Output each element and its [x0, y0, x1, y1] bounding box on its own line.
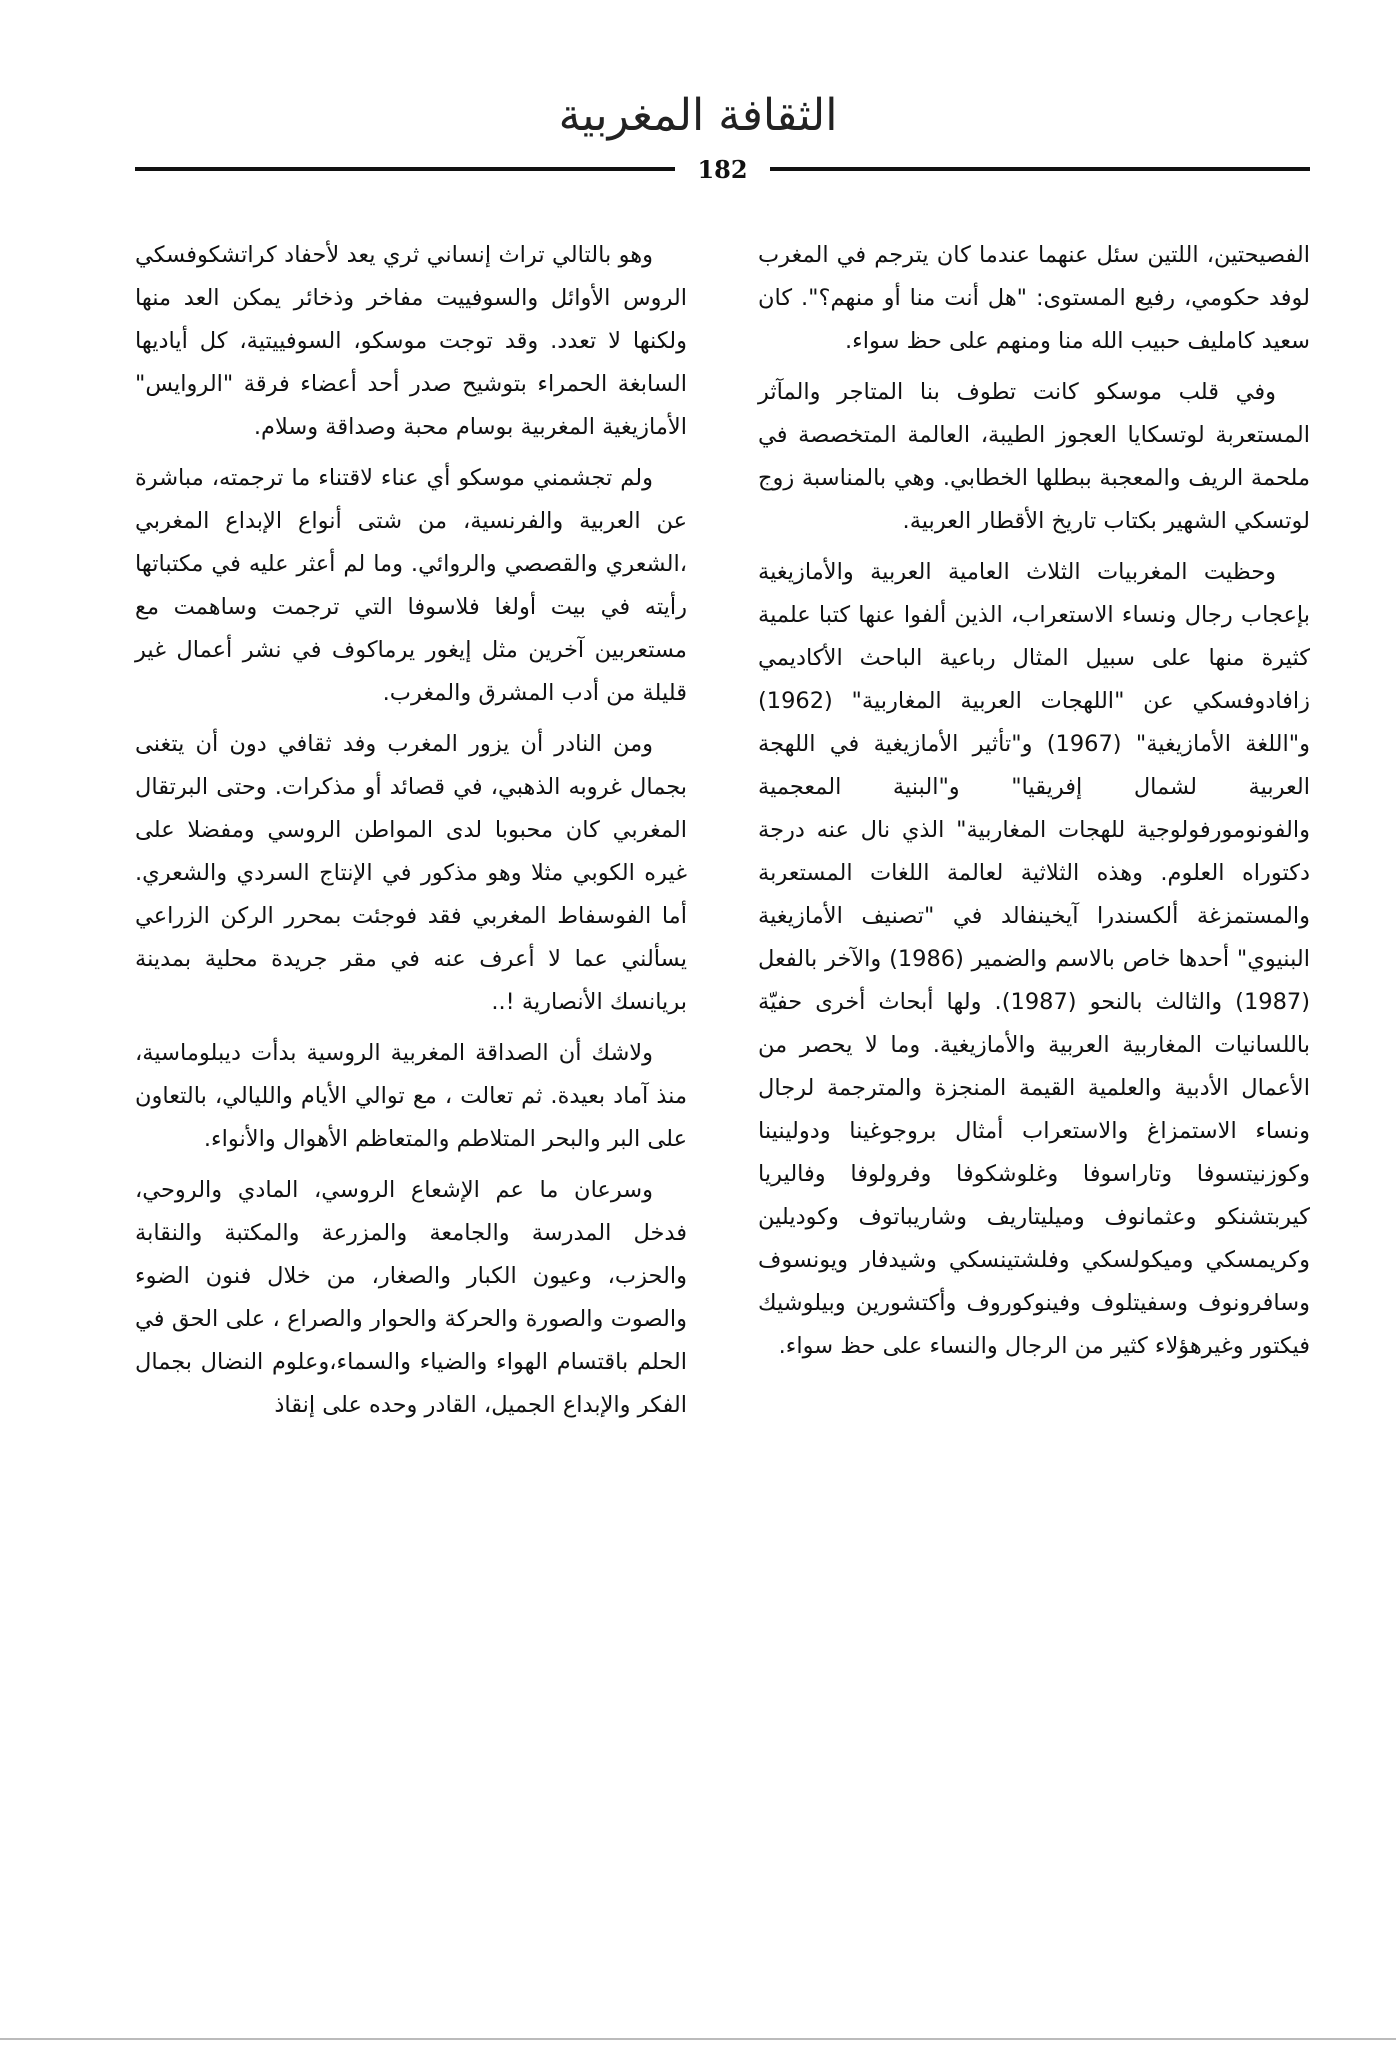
page-bottom-edge: [0, 2038, 1396, 2040]
paragraph: وهو بالتالي تراث إنساني ثري يعد لأحفاد كراتشكوفسكي الروس الأوائل والسوفييت مفاخر وذخائر يمكن العد منها ولكنها لا تعدد. وقد توجت موسكو، السوفييتية، كل أياديها السابغة الحمراء بتوشيح صدر أحد أعضاء فرقة "الروايس" الأمازيغية المغربية بوسام محبة وصداقة وسلام.: [135, 242, 687, 440]
header-rule: [135, 153, 1310, 187]
paragraph: ولم تجشمني موسكو أي عناء لاقتناء ما ترجمته، مباشرة عن العربية والفرنسية، من شتى أنواع الإبداع المغربي ،الشعري والقصصي والروائي. وما لم أعثر عليه في مكتباتها رأيته في بيت أولغا فلاسوفا التي ترجمت وساهمت مع مستعربين آخرين مثل إيغور يرماكوف في نشر أعمال غير قليلة من أدب المشرق والمغرب.: [135, 465, 687, 706]
paragraph: وسرعان ما عم الإشعاع الروسي، المادي والروحي، فدخل المدرسة والجامعة والمزرعة والمكتبة والنقابة والحزب، وعيون الكبار والصغار، من خلال فنون الضوء والصوت والصورة والحركة والحوار والصراع ، على الحق في الحلم باقتسام الهواء والضياء والسماء،وعلوم النضال بجمال الفكر والإبداع الجميل، القادر وحده على إنقاذ: [135, 1177, 687, 1418]
paragraph: ومن النادر أن يزور المغرب وفد ثقافي دون أن يتغنى بجمال غروبه الذهبي، في قصائد أو مذكرات. وحتى البرتقال المغربي كان محبوبا لدى المواطن الروسي ومفضلا على غيره الكوبي مثلا وهو مذكور في الإنتاج السردي والشعري. أما الفوسفاط المغربي فقد فوجئت بمحرر الركن الزراعي يسألني عما لا أعرف عنه في مقر جريدة محلية بمدينة بريانسك الأنصارية !..: [135, 731, 687, 1015]
left-column: [135, 234, 687, 1427]
paragraph: ولاشك أن الصداقة المغربية الروسية بدأت ديبلوماسية، منذ آماد بعيدة. ثم تعالت ، مع توالي الأيام والليالي، بالتعاون على البر والبحر المتلاطم والمتعاظم الأهوال والأنواء.: [135, 1040, 687, 1152]
right-column: [758, 234, 1310, 1368]
paragraph: وحظيت المغربيات الثلاث العامية العربية والأمازيغية بإعجاب رجال ونساء الاستعراب، الذين ألفوا عنها كتبا علمية كثيرة منها على سبيل المثال رباعية الباحث الأكاديمي زافادوفسكي عن "اللهجات العربية المغاربية" (1962) و"اللغة الأمازيغية" (1967) و"تأثير الأمازيغية في اللهجة العربية لشمال إفريقيا" و"البنية المعجمية والفونومورفولوجية للهجات المغاربية" الذي نال عنه درجة دكتوراه العلوم. وهذه الثلاثية لعالمة اللغات المستعربة والمستمزغة ألكسندرا آيخينفالد في "تصنيف الأمازيغية البنيوي" أحدها خاص بالاسم والضمير (1986) والآخر بالفعل (1987) والثالث بالنحو (1987). ولها أبحاث أخرى حفيّة باللسانيات المغاربية العربية والأمازيغية. وما لا يحصر من الأعمال الأدبية والعلمية القيمة المنجزة والمترجمة لرجال ونساء الاستمزاغ والاستعراب أمثال بروجوغينا ودولينينا وكوزنيتسوفا وتاراسوفا وغلوشكوفا وفرولوفا وفاليريا كيربتشنكو وعثمانوف وميليتاريف وشاريباتوف وكوديلين وكريمسكي وميكولسكي وفلشتينسكي وشيدفار ويونسوف وسافرونوف وسفيتلوف وفينوكوروف وأكتشورين وبيلوشيك فيكتور وغيرهؤلاء كثير من الرجال والنساء على حظ سواء.: [758, 559, 1310, 1359]
page-number: 182: [697, 155, 748, 184]
header-rule-right: [770, 167, 1310, 171]
journal-title: الثقافة المغربية: [558, 90, 838, 141]
paragraph: وفي قلب موسكو كانت تطوف بنا المتاجر والمآثر المستعربة لوتسكايا العجوز الطيبة، العالمة المتخصصة في ملحمة الريف والمعجبة ببطلها الخطابي. وهي بالمناسبة زوج لوتسكي الشهير بكتاب تاريخ الأقطار العربية.: [758, 379, 1310, 534]
paragraph: الفصيحتين، اللتين سئل عنهما عندما كان يترجم في المغرب لوفد حكومي، رفيع المستوى: "هل أنت منا أو منهم؟". كان سعيد كامليف حبيب الله منا ومنهم على حظ سواء.: [758, 242, 1310, 354]
